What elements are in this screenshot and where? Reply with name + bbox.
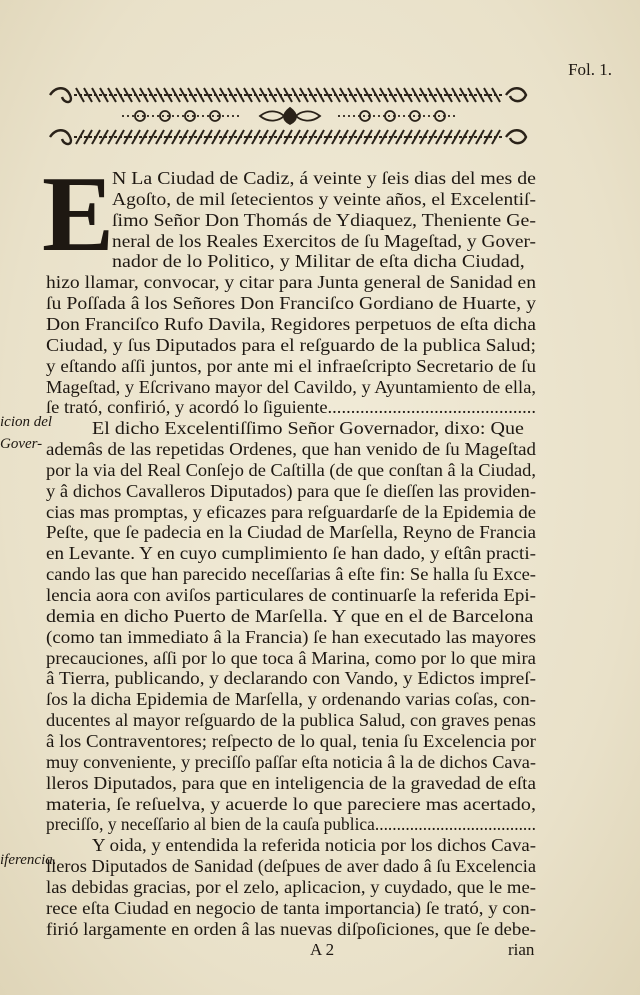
text-line: hizo llamar, convocar, y citar para Junta general de Sanidad en	[46, 272, 537, 293]
text-line: Agoſto, de mil ſetecientos y veinte años, el Excelentiſ-	[112, 188, 537, 209]
text-line: materia, ſe reſuelva, y acuerde lo que pareciere mas acertado,	[46, 793, 536, 814]
ornament-band-bottom	[46, 126, 530, 148]
text-line: Don Franciſco Rufo Davila, Regidores perpetuos de eſta dicha	[46, 313, 536, 334]
folio-number: Fol. 1.	[568, 60, 612, 79]
text-line: (como tan immediato â la Francia) ſe han executado las mayores	[46, 626, 536, 647]
text-line: ducentes al mayor reſguardo de la publica Salud, con graves penas	[46, 710, 536, 731]
text-line: Mageſtad, y Eſcrivano mayor del Cavildo, y Ayuntamiento de ella,	[46, 376, 536, 397]
text-line: ſos la dicha Epidemia de Marſella, y ordenando varias coſas, con-	[46, 689, 537, 710]
text-line: demia en dicho Puerto de Marſella. Y que en el de Barcelona	[46, 605, 534, 626]
text-line: lleros Diputados de Sanidad (deſpues de aver dado â ſu Excelencia	[46, 856, 536, 877]
text-line: Y oida, y entendida la referida noticia por los dichos Cava-	[92, 835, 536, 856]
text-line: firió largamente en orden â las nuevas diſpoſiciones, que ſe debe-	[46, 918, 536, 939]
signature-mark: A 2	[310, 940, 335, 959]
text-line: preciſſo, y neceſſario al bien de la cauſa publica.....................................	[46, 814, 536, 835]
text-line: muy conveniente, y preciſſo paſſar eſta noticia â la de dichos Cava-	[46, 751, 536, 772]
text-line: ſu Poſſada â los Señores Don Franciſco Gordiano de Huarte, y	[46, 293, 536, 314]
text-line: precauciones, aſſi por lo que toca â Marina, como por lo que mira	[46, 647, 537, 668]
text-line: cando las que han parecido neceſſarias â eſte fin: Se halla ſu Exce-	[46, 564, 536, 585]
text-line: N La Ciudad de Cadiz, á veinte y ſeis dias del mes de	[112, 168, 536, 188]
text-line: y â dichos Cavalleros Diputados) para que ſe dieſſen las providen-	[46, 480, 537, 501]
text-line: â los Contraventores; reſpecto de lo qual, tenia ſu Excelencia por	[46, 730, 536, 751]
text-line: en Levante. Y en cuyo cumplimiento ſe han dado, y eſtân practi-	[46, 543, 537, 564]
text-line: rece eſta Ciudad en negocio de tanta importancia) ſe trató, y con-	[46, 897, 536, 918]
text-line: ademâs de las repetidas Ordenes, que han venido de ſu Mageſtad	[46, 439, 537, 460]
text-line: Peſte, que ſe padecia en la Ciudad de Marſella, Reyno de Francia	[46, 522, 537, 543]
text-line: ſimo Señor Don Thomás de Ydiaquez, Theniente Ge-	[112, 209, 537, 230]
drop-cap	[42, 166, 114, 256]
text-line: por la via del Real Conſejo de Caſtilla (de que conſtan â la Ciudad,	[46, 459, 537, 480]
text-line: y eſtando aſſi juntos, por ante mi el infraeſcripto Secretario de ſu	[46, 355, 537, 376]
margin-note: Gover-	[0, 436, 43, 452]
text-line: las debidas gracias, por el zelo, aplicacion, y cuydado, que le me-	[46, 876, 536, 897]
text-line: neral de los Reales Exercitos de ſu Mageſtad, y Gover-	[112, 230, 537, 251]
drop-cap-letter: E	[42, 166, 114, 256]
margin-note: icion del	[0, 414, 53, 430]
margin-note: iferencia.	[0, 852, 57, 868]
text-line: nador de lo Politico, y Militar de eſta dicha Ciudad,	[112, 251, 525, 272]
text-line: El dicho Excelentiſſimo Señor Governador, dixo: Que	[92, 418, 524, 439]
text-line: Ciudad, y ſus Diputados para el reſguardo de la publica Salud;	[46, 334, 537, 355]
text-line: lleros Diputados, para que en inteligencia de la gravedad de eſta	[46, 772, 537, 793]
text-line: ſe trató, confirió, y acordó lo ſiguiente.............................................	[46, 397, 537, 418]
catchword: rian	[508, 940, 535, 959]
ornament-band-top	[46, 84, 530, 106]
ornament-band-middle	[120, 106, 460, 126]
text-line: cias mas promptas, y eficazes para reſguardarſe de la Epidemia de	[46, 501, 536, 522]
text-line: lencia aora con aviſos particulares de continuarſe la referida Epi-	[46, 585, 536, 605]
text-line: â Tierra, publicando, y declarando con Vando, y Edictos impreſ-	[46, 668, 537, 689]
